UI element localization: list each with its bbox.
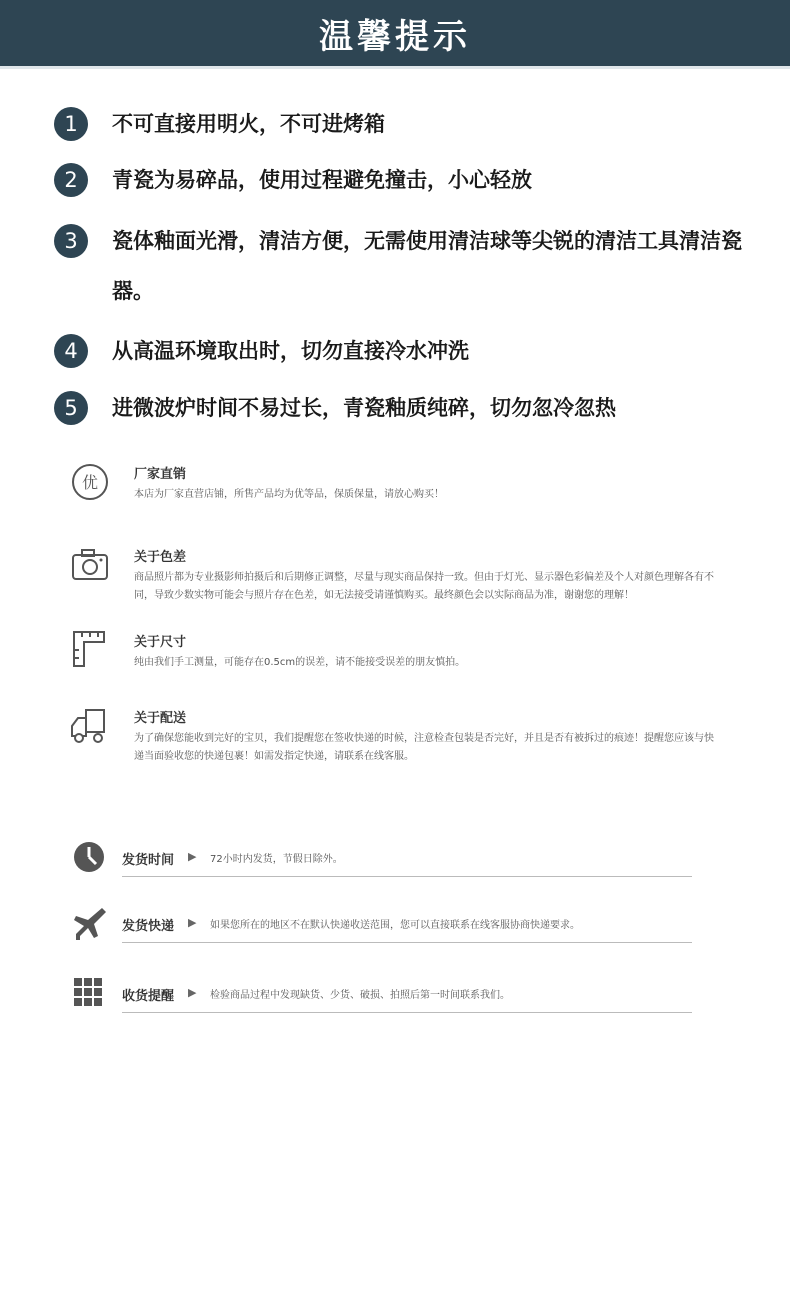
page-title: 温馨提示 <box>319 16 471 57</box>
arrow-right-icon: ▶ <box>188 916 197 929</box>
divider <box>122 942 692 943</box>
service-title: 关于配送 <box>134 711 187 726</box>
divider <box>122 1012 692 1013</box>
service-title: 关于色差 <box>134 550 187 565</box>
service-desc: 纯由我们手工测量，可能存在0.5cm的误差，请不能接受误差的朋友慎拍。 <box>134 657 466 668</box>
airplane-icon <box>72 906 106 940</box>
tip-item <box>54 163 774 205</box>
service-desc: 本店为厂家直营店铺，所售产品均为优等品，保质保量，请放心购买！ <box>134 489 444 500</box>
camera-icon <box>68 543 114 589</box>
quality-badge-icon <box>68 460 114 506</box>
tip-item <box>54 334 774 376</box>
delivery-truck-icon <box>68 704 114 750</box>
tip-item <box>54 224 774 316</box>
service-desc: 为了确保您能收到完好的宝贝，我们提醒您在签收快递的时候，注意检查包装是否完好，并且是否有被拆过的痕迹！提醒您应该与快递当面验收您的快递包裹！如需发指定快递，请联系在线客服。 <box>134 733 714 762</box>
shipping-row-time <box>72 840 692 884</box>
service-desc: 商品照片都为专业摄影师拍摄后和后期修正调整，尽量与现实商品保持一致。但由于灯光、显示器色彩偏差及个人对颜色理解各有不同，导致少数实物可能会与照片存在色差，如无法接受请谨慎购买。最终颜色会以实际商品为准，谢谢您的理解！ <box>134 572 714 601</box>
arrow-right-icon: ▶ <box>188 986 197 999</box>
service-block-direct-sale <box>68 460 748 506</box>
clock-icon <box>72 840 106 874</box>
tip-text: 青瓷为易碎品，使用过程避免撞击，小心轻放 <box>112 167 532 192</box>
shipping-label: 发货时间 <box>122 853 175 868</box>
service-block-color <box>68 543 748 605</box>
tip-item <box>54 391 774 433</box>
shipping-text: 如果您所在的地区不在默认快递收送范围，您可以直接联系在线客服协商快递要求。 <box>210 920 580 931</box>
service-title: 关于尺寸 <box>134 635 187 650</box>
service-block-delivery <box>68 704 748 766</box>
number-badge: 4 <box>54 334 88 368</box>
shipping-text: 72小时内发货，节假日除外。 <box>210 854 343 865</box>
shipping-row-courier <box>72 906 692 950</box>
service-block-size <box>68 628 748 674</box>
divider <box>122 876 692 877</box>
tip-item <box>54 107 774 149</box>
shipping-label: 发货快递 <box>122 919 175 934</box>
tip-text: 从高温环境取出时，切勿直接冷水冲洗 <box>112 338 469 363</box>
number-badge: 1 <box>54 107 88 141</box>
ruler-icon <box>68 628 114 674</box>
service-title: 厂家直销 <box>134 467 187 482</box>
shipping-label: 收货提醒 <box>122 989 175 1004</box>
shipping-row-receipt <box>72 976 692 1020</box>
tip-text: 不可直接用明火，不可进烤箱 <box>112 111 385 136</box>
tip-text: 进微波炉时间不易过长，青瓷釉质纯碎，切勿忽冷忽热 <box>112 395 616 420</box>
arrow-right-icon: ▶ <box>188 850 197 863</box>
grid-icon <box>72 976 106 1010</box>
tip-text: 瓷体釉面光滑，清洁方便，无需使用清洁球等尖锐的清洁工具清洁瓷器。 <box>112 228 742 303</box>
header-banner <box>0 0 790 69</box>
number-badge: 2 <box>54 163 88 197</box>
shipping-text: 检验商品过程中发现缺货、少货、破损、拍照后第一时间联系我们。 <box>210 990 510 1001</box>
number-badge: 5 <box>54 391 88 425</box>
svg-text:优: 优 <box>81 473 99 492</box>
number-badge: 3 <box>54 224 88 258</box>
